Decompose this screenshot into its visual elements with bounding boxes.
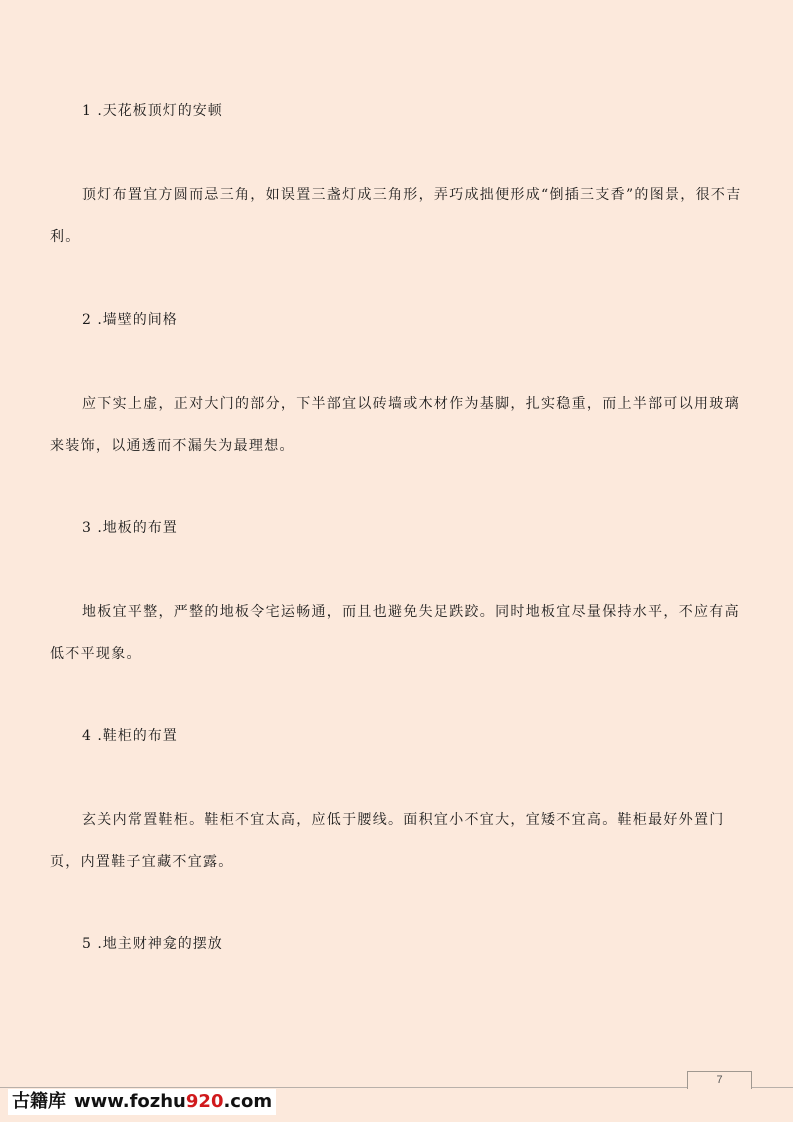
section-body-1: 顶灯布置宜方圆而忌三角，如误置三盏灯成三角形，弄巧成拙便形成“倒插三支香”的图景，很不吉利。: [50, 187, 742, 245]
section-body-3: 地板宜平整，严整的地板令宅运畅通，而且也避免失足跌跤。同时地板宜尽量保持水平，不应有高低不平现象。: [50, 604, 740, 662]
footer-divider: [0, 1087, 793, 1088]
footer-brand: 古籍库: [12, 1091, 66, 1112]
section-heading-2: 2 .墙壁的间格: [82, 312, 178, 328]
section-heading-1: 1 .天花板顶灯的安顿: [82, 103, 223, 119]
section-heading-3: 3 .地板的布置: [82, 520, 178, 536]
section-body-4: 玄关内常置鞋柜。鞋柜不宜太高，应低于腰线。面积宜小不宜大，宜矮不宜高。鞋柜最好外置门页，内置鞋子宜藏不宜露。: [50, 812, 725, 870]
page-number: 7: [687, 1071, 752, 1089]
footer-url-number: 920: [185, 1091, 224, 1112]
footer-watermark-logo: [8, 1089, 276, 1115]
section-heading-4: 4 .鞋柜的布置: [82, 728, 178, 744]
footer-url-suffix: .com: [223, 1091, 273, 1112]
section-body-2: 应下实上虚，正对大门的部分，下半部宜以砖墙或木材作为基脚，扎实稳重，而上半部可以用玻璃来装饰，以通透而不漏失为最理想。: [50, 396, 740, 454]
footer-url-prefix: www.fozhu: [74, 1091, 186, 1112]
section-heading-5: 5 .地主财神龛的摆放: [82, 936, 223, 952]
